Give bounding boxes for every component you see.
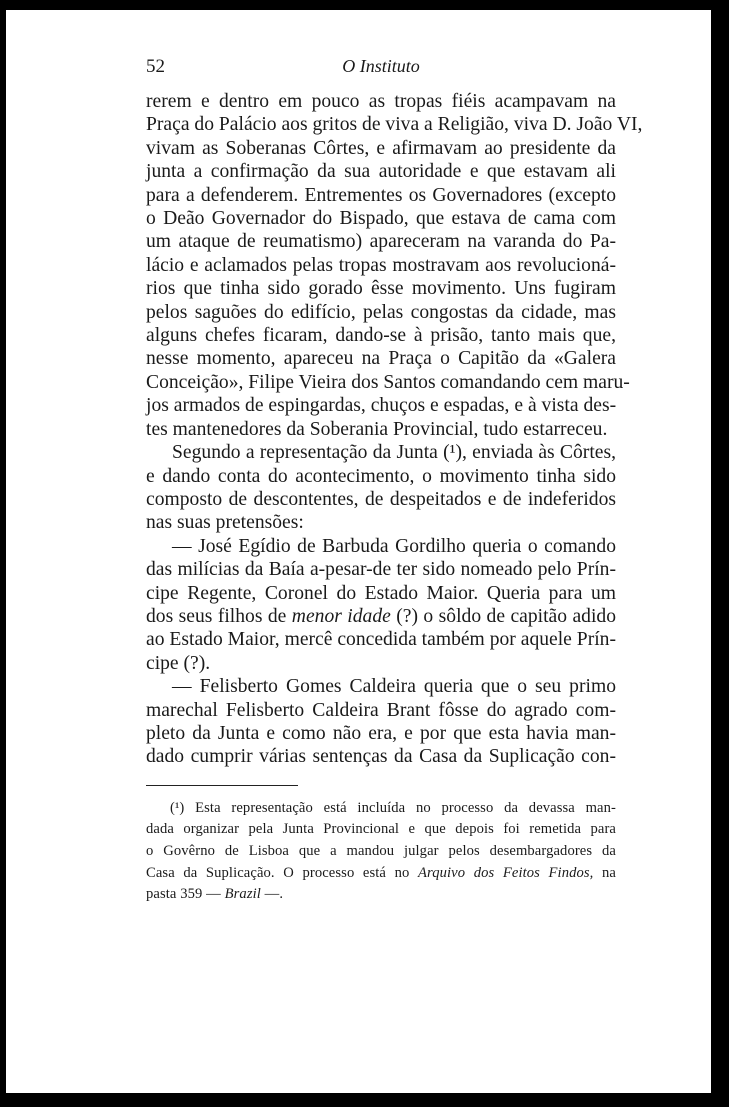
- text-fragment: Casa da Suplicação. O processo está no: [146, 864, 418, 881]
- text-fragment: na: [593, 864, 616, 881]
- text-line: composto de descontentes, de despeitados e de indeferidos: [146, 488, 616, 510]
- text-line: e dando conta do acontecimento, o movimento tinha sido: [146, 465, 616, 487]
- paragraph-1: [146, 90, 643, 441]
- text-line: alguns chefes ficaram, dando-se à prisão, tanto mais que,: [146, 325, 616, 347]
- text-line: nesse momento, apareceu na Praça o Capitão da «Galera: [146, 348, 616, 370]
- paragraph-4: [146, 675, 616, 769]
- book-page: [146, 54, 643, 906]
- footnote-line: [146, 863, 616, 885]
- text-line: o Deão Governador do Bispado, que estava de cama com: [146, 208, 616, 230]
- text-fragment: (?) o sôldo de capitão adido: [390, 605, 616, 627]
- running-title: O Instituto: [342, 56, 420, 76]
- text-line: pelos saguões do edifício, pelas congostas da cidade, mas: [146, 301, 616, 323]
- text-line: [146, 605, 616, 628]
- text-line: para a defenderem. Entrementes os Governadores (excepto: [146, 184, 616, 206]
- text-line: das milícias da Baía a-pesar-de ter sido nomeado pelo Prín-: [146, 559, 616, 581]
- footnote-line: dada organizar pela Junta Provincional e que depois foi remetida para: [146, 821, 616, 838]
- paragraph-3: [146, 535, 616, 675]
- text-line: nas suas pretensões:: [146, 512, 304, 534]
- emphasis: menor idade: [291, 605, 391, 627]
- text-line: rerem e dentro em pouco as tropas fiéis acampavam na: [146, 91, 616, 112]
- text-line: Praça do Palácio aos gritos de viva a Religião, viva D. João VI,: [146, 114, 643, 136]
- text-line: marechal Felisberto Caldeira Brant fôsse do agrado com-: [146, 699, 616, 721]
- text-line: junta a confirmação da sua autoridade e que estavam ali: [146, 161, 616, 183]
- footnote-line: [146, 884, 616, 906]
- footnote: [146, 798, 616, 906]
- text-line: Conceição», Filipe Vieira dos Santos comandando cem maru-: [146, 371, 630, 393]
- text-line: lácio e aclamados pelas tropas mostravam aos revolucioná-: [146, 254, 616, 276]
- text-line: cipe (?).: [146, 652, 211, 674]
- text-line: pleto da Junta e como não era, e por que esta havia man-: [146, 722, 616, 744]
- text-line: jos armados de espingardas, chuços e espadas, e à vista des-: [146, 395, 617, 417]
- text-fragment: dos seus filhos de: [146, 605, 292, 627]
- text-line: vivam as Soberanas Côrtes, e afirmavam ao presidente da: [146, 137, 616, 159]
- text-fragment: —.: [260, 886, 284, 903]
- text-line: — José Egídio de Barbuda Gordilho queria o comando: [172, 535, 616, 557]
- text-line: um ataque de reumatismo) apareceram na varanda do Pa-: [146, 231, 616, 253]
- emphasis: Arquivo dos Feitos Findos,: [417, 864, 594, 881]
- footnote-line: o Govêrno de Lisboa que a mandou julgar pelos desembargadores da: [146, 842, 616, 859]
- text-line: dado cumprir várias sentenças da Casa da Suplicação con-: [146, 746, 616, 768]
- text-line: Segundo a representação da Junta (¹), enviada às Côrtes,: [172, 442, 616, 464]
- page-header: [146, 54, 616, 90]
- text-line: ao Estado Maior, mercê concedida também por aquele Prín-: [146, 629, 616, 651]
- text-line: tes mantenedores da Soberania Provincial, tudo estarreceu.: [146, 418, 608, 440]
- footnote-line: (¹) Esta representação está incluída no processo da devassa man-: [170, 799, 616, 816]
- page-number: 52: [146, 56, 165, 77]
- emphasis: Brazil: [224, 886, 261, 903]
- footnote-divider: [146, 785, 298, 786]
- text-fragment: pasta 359 —: [146, 886, 225, 903]
- text-line: rios que tinha sido gorado êsse movimento. Uns fugiram: [146, 278, 616, 300]
- body-text: [146, 90, 643, 769]
- paragraph-2: [146, 441, 616, 535]
- text-line: cipe Regente, Coronel do Estado Maior. Queria para um: [146, 582, 616, 604]
- text-line: — Felisberto Gomes Caldeira queria que o seu primo: [172, 676, 616, 698]
